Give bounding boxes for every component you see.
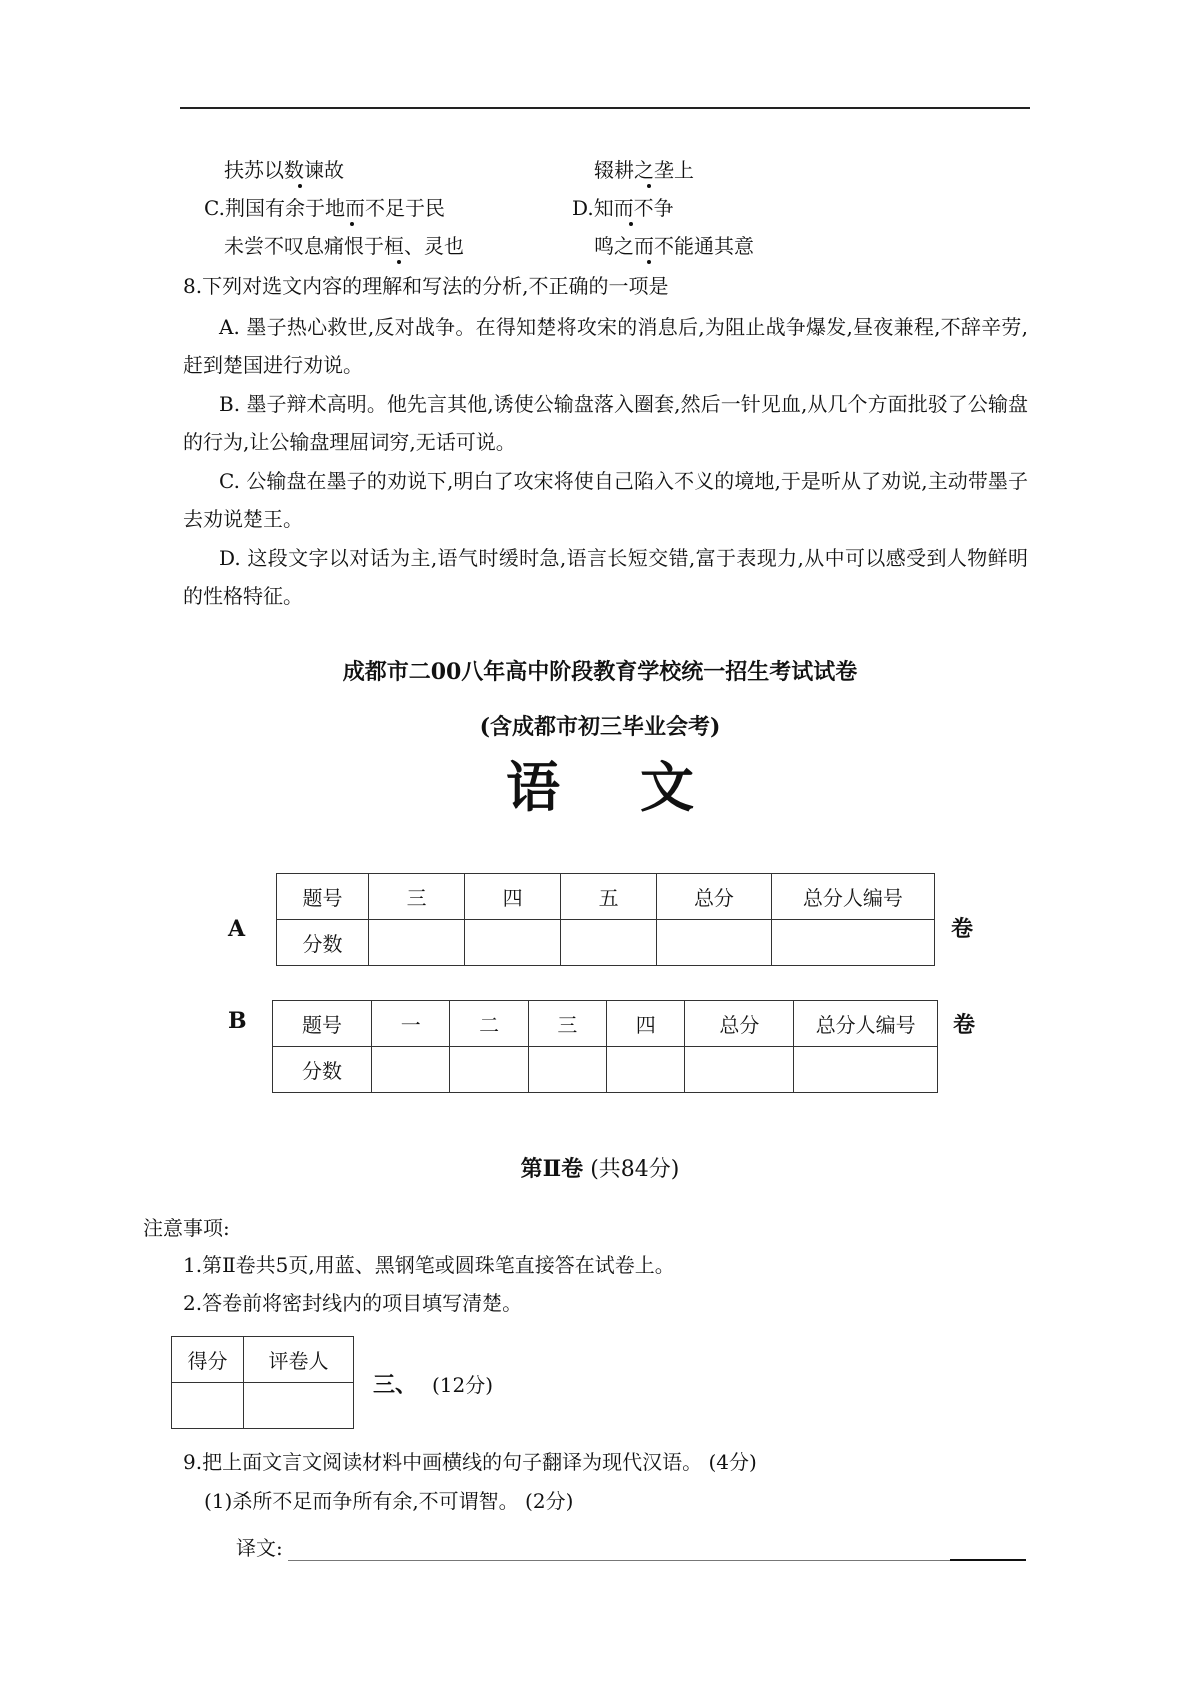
emphasis-dot	[350, 222, 354, 226]
score-input-cell[interactable]	[528, 1047, 606, 1093]
notes-heading: 注意事项:	[143, 1216, 230, 1240]
header-cell: 总分	[685, 1001, 794, 1047]
header-cell: 五	[561, 874, 657, 920]
score-input-cell[interactable]	[657, 920, 772, 966]
part2-points: (共84分)	[590, 1157, 680, 1182]
q7-row3-left: 未尝不叹息痛恨于桓、灵也	[224, 234, 464, 258]
header-cell: 题号	[273, 1001, 372, 1047]
header-cell: 四	[607, 1001, 685, 1047]
header-cell: 题号	[277, 874, 369, 920]
header-cell: 总分人编号	[771, 874, 934, 920]
q8-option-b: B. 墨子辩术高明。他先言其他,诱使公输盘落入圈套,然后一针见血,从几个方面批驳了公输盘的行为,让公输盘理屈词穷,无话可说。	[183, 392, 1028, 454]
emphasis-dot	[397, 260, 401, 264]
row-label-cell: 分数	[273, 1047, 372, 1093]
table-b-left-label: B	[228, 1008, 247, 1034]
q7-row3-right: 鸣之而不能通其意	[594, 234, 754, 258]
emphasis-dot	[647, 260, 651, 264]
exam-subtitle: (含成都市初三毕业会考)	[479, 714, 721, 740]
q8-option-d: D. 这段文字以对话为主,语气时缓时急,语言长短交错,富于表现力,从中可以感受到人物鲜明的性格特征。	[183, 546, 1028, 608]
score-input-cell[interactable]	[771, 920, 934, 966]
grader-score-header: 得分	[172, 1337, 244, 1383]
score-input-cell[interactable]	[794, 1047, 938, 1093]
emphasis-dot	[629, 222, 633, 226]
answer-line[interactable]	[288, 1560, 1026, 1561]
table-a-left-label: A	[228, 916, 246, 942]
emphasis-dot	[647, 184, 651, 188]
answer-label: 译文:	[236, 1536, 283, 1560]
emphasis-dot	[298, 184, 302, 188]
grader-name-cell[interactable]	[243, 1383, 353, 1429]
section3-label: 三、	[373, 1372, 418, 1398]
score-input-cell[interactable]	[607, 1047, 685, 1093]
score-table-a	[276, 873, 935, 966]
section3-points: (12分)	[432, 1373, 494, 1397]
header-cell: 总分	[657, 874, 772, 920]
exam-subject: 语文	[506, 755, 774, 819]
q8-option-c: C. 公输盘在墨子的劝说下,明白了攻宋将使自己陷入不义的境地,于是听从了劝说,主动带墨子去劝说楚王。	[183, 469, 1028, 531]
score-input-cell[interactable]	[369, 920, 465, 966]
score-input-cell[interactable]	[561, 920, 657, 966]
q8-stem: 8.下列对选文内容的理解和写法的分析,不正确的一项是	[183, 274, 669, 298]
score-input-cell[interactable]	[450, 1047, 528, 1093]
header-cell: 二	[450, 1001, 528, 1047]
exam-title: 成都市二00八年高中阶段教育学校统一招生考试试卷	[342, 659, 858, 685]
header-cell: 三	[528, 1001, 606, 1047]
notes-item-1: 1.第Ⅱ卷共5页,用蓝、黑钢笔或圆珠笔直接答在试卷上。	[183, 1253, 675, 1277]
q7-option-c: C.荆国有余于地而不足于民	[204, 196, 445, 220]
q7-row1-right: 辍耕之垄上	[594, 158, 694, 182]
header-cell: 四	[465, 874, 561, 920]
table-a-right-label: 卷	[951, 916, 974, 942]
part2-heading	[0, 1152, 1200, 1183]
q9-sub1: (1)杀所不足而争所有余,不可谓智。 (2分)	[204, 1489, 574, 1513]
header-cell: 总分人编号	[794, 1001, 938, 1047]
grader-box	[171, 1336, 354, 1429]
q8-option-a: A. 墨子热心救世,反对战争。在得知楚将攻宋的消息后,为阻止战争爆发,昼夜兼程,不辞辛劳,赶到楚国进行劝说。	[183, 315, 1028, 377]
score-input-cell[interactable]	[465, 920, 561, 966]
q7-option-d: D.知而不争	[572, 196, 674, 220]
part2-title: 第Ⅱ卷	[520, 1156, 584, 1182]
q9-stem: 9.把上面文言文阅读材料中画横线的句子翻译为现代汉语。 (4分)	[183, 1450, 757, 1474]
score-input-cell[interactable]	[372, 1047, 450, 1093]
header-cell: 一	[372, 1001, 450, 1047]
table-b-right-label: 卷	[953, 1012, 976, 1038]
score-input-cell[interactable]	[685, 1047, 794, 1093]
header-cell: 三	[369, 874, 465, 920]
q7-row1-left: 扶苏以数谏故	[224, 158, 344, 182]
grader-score-cell[interactable]	[172, 1383, 244, 1429]
row-label-cell: 分数	[277, 920, 369, 966]
grader-name-header: 评卷人	[243, 1337, 353, 1383]
header-rule	[180, 107, 1030, 109]
answer-line-end	[950, 1559, 1026, 1561]
score-table-b	[272, 1000, 938, 1093]
notes-item-2: 2.答卷前将密封线内的项目填写清楚。	[183, 1291, 523, 1315]
